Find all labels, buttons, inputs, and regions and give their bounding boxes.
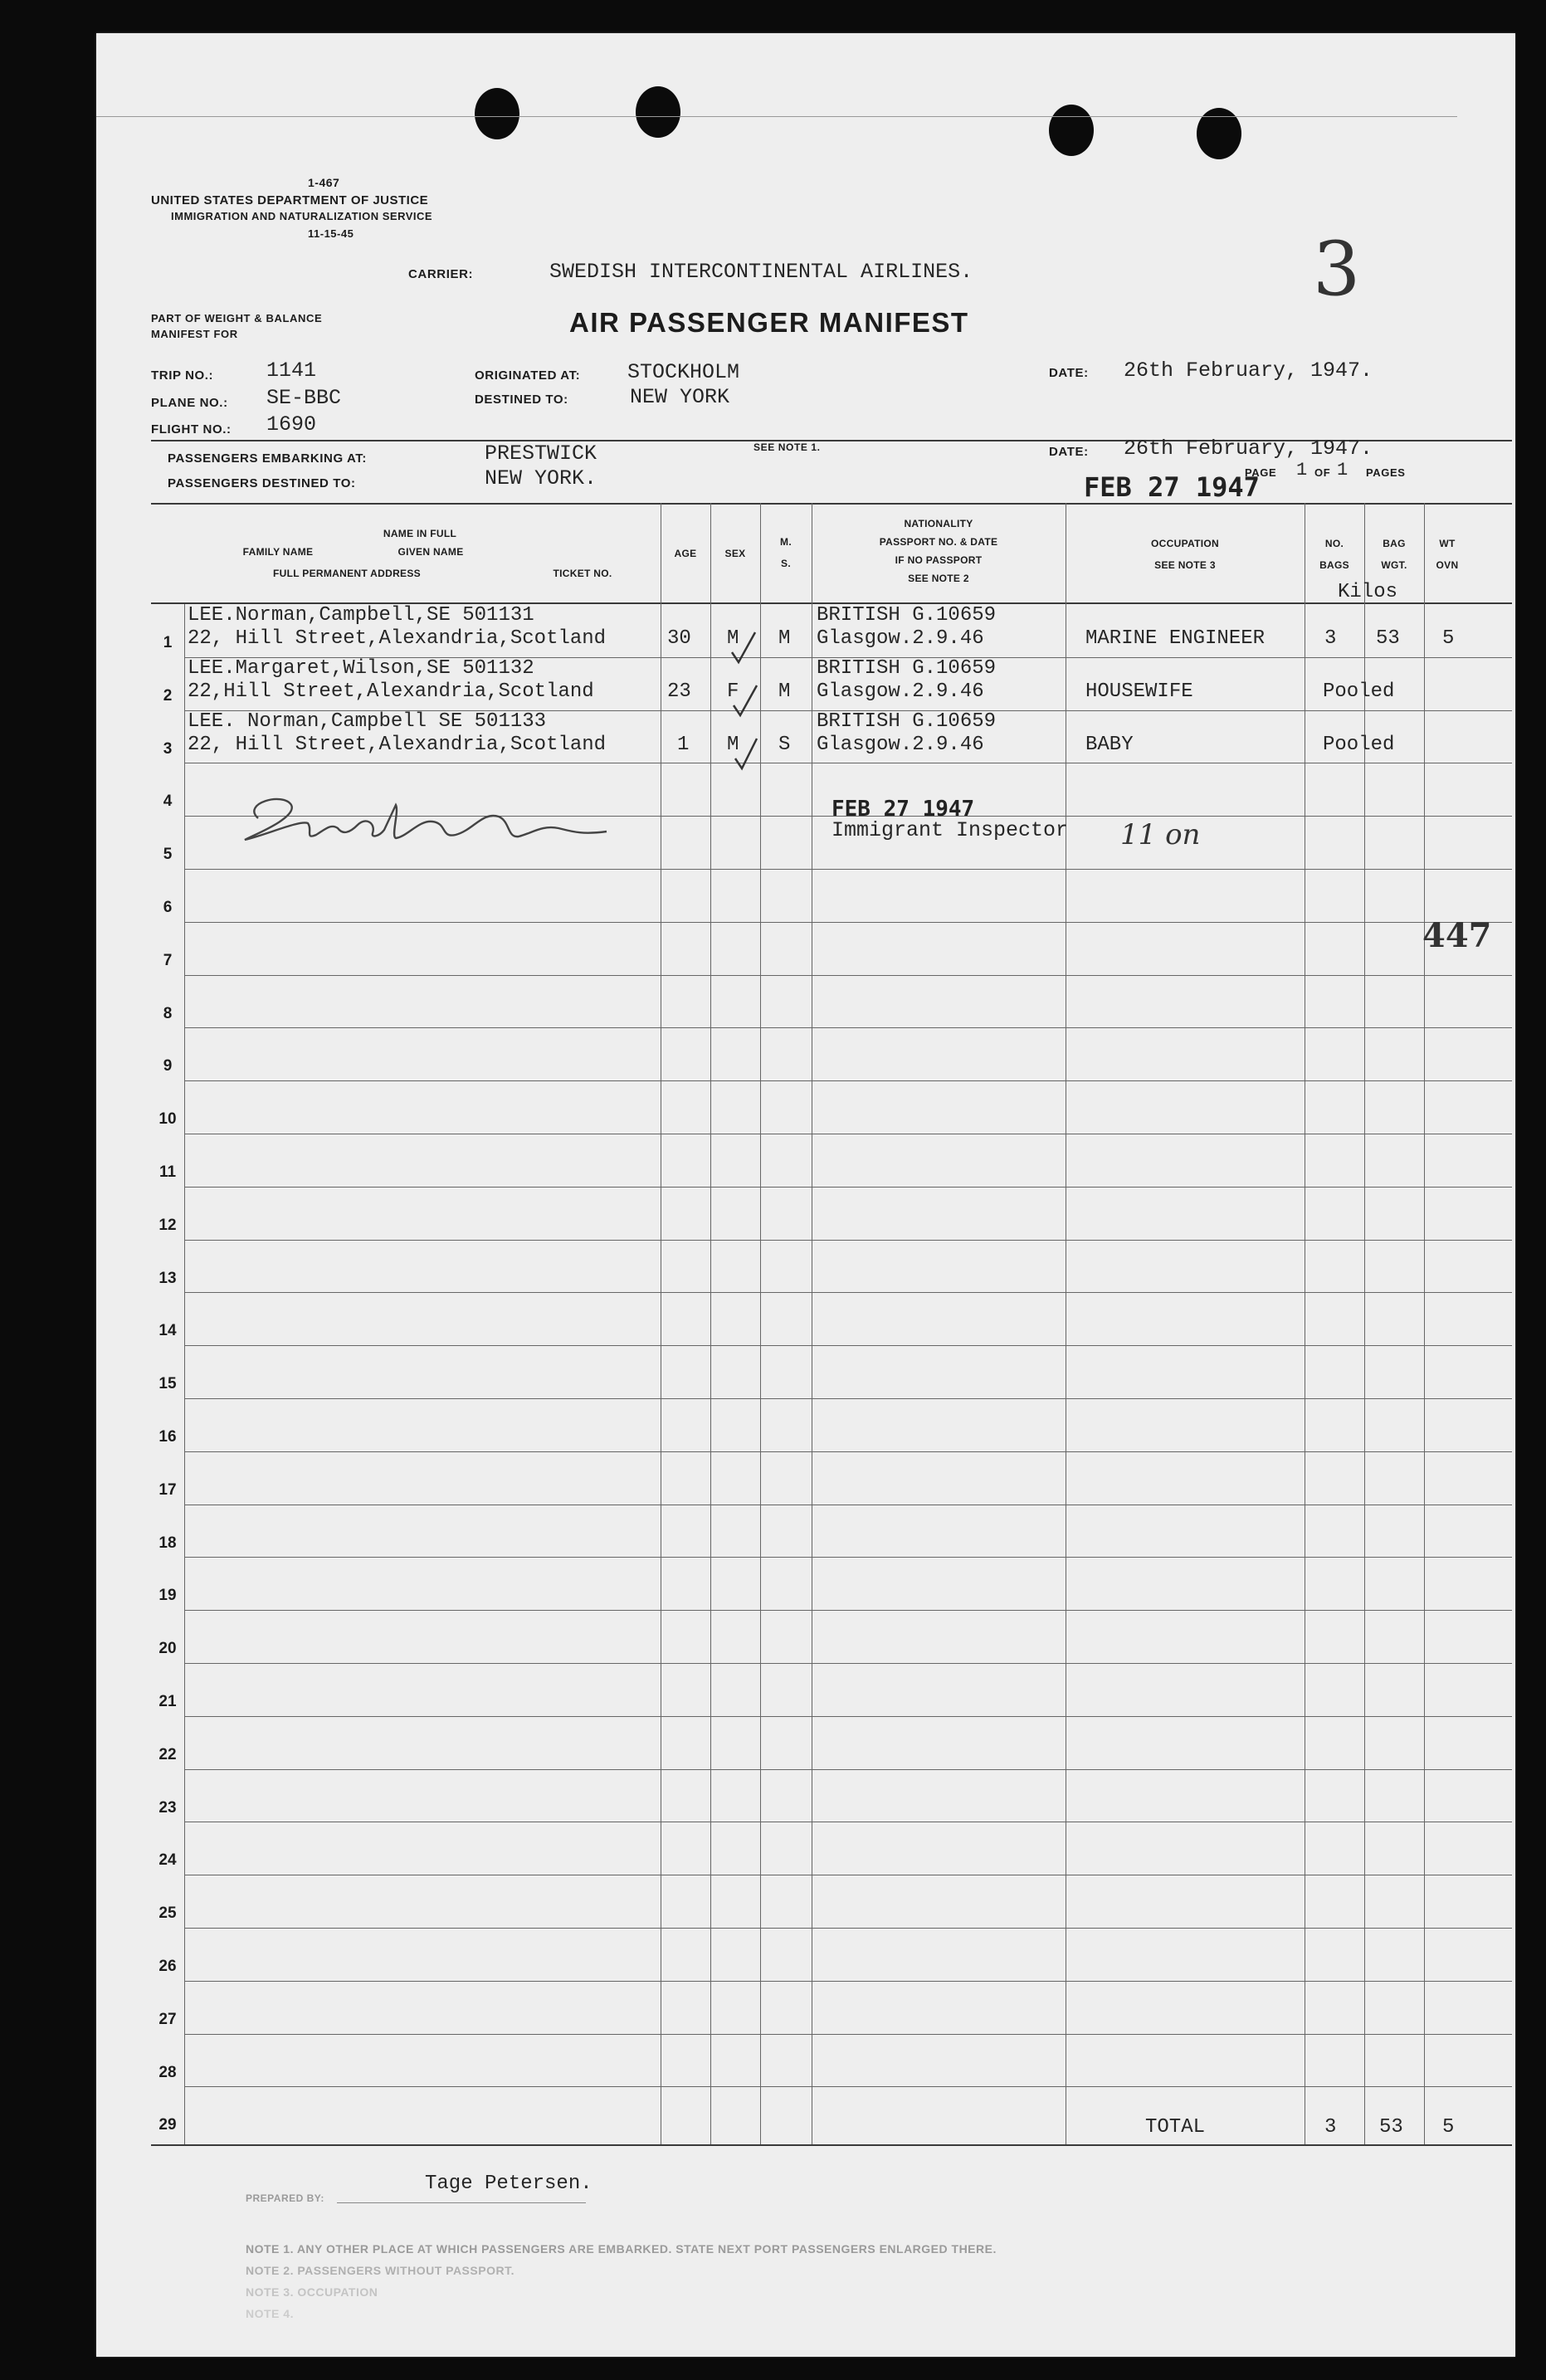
originated-value: STOCKHOLM: [627, 360, 740, 384]
row-line: [184, 1663, 1512, 1664]
col-header-family: FAMILY NAME: [242, 546, 314, 558]
col-header-no: NO.: [1324, 538, 1344, 549]
col-header-bag: BAG: [1383, 538, 1406, 549]
col-header-wt: WT: [1439, 538, 1456, 549]
row-line: [184, 975, 1512, 976]
date2-label: DATE:: [1049, 445, 1089, 459]
immigrant-inspector-stamp: Immigrant Inspector: [832, 818, 1069, 842]
total-label: TOTAL: [1145, 2116, 1206, 2139]
row-number: 27: [159, 2011, 177, 2028]
prepared-by-name: Tage Petersen.: [425, 2173, 593, 2195]
row-number: 16: [159, 1428, 177, 1446]
plane-label: PLANE NO.:: [151, 396, 228, 410]
row-line: [184, 1610, 1512, 1611]
total-pages: 1: [1337, 460, 1348, 480]
prepared-by-label: PREPARED BY:: [246, 2192, 324, 2204]
flight-value: 1690: [266, 412, 317, 436]
total-bags: 3: [1324, 2116, 1337, 2139]
row-number: 28: [159, 2064, 177, 2081]
passenger-name-ticket: LEE.Margaret,Wilson,SE 501132: [188, 657, 534, 680]
passenger-name-ticket: LEE.Norman,Campbell,SE 501131: [188, 604, 534, 627]
of-label: OF: [1314, 466, 1331, 479]
row-line: [184, 1557, 1512, 1558]
passenger-occupation: BABY: [1085, 734, 1134, 756]
row-number: 8: [163, 1005, 173, 1022]
page-label: PAGE: [1245, 466, 1277, 479]
note-4: NOTE 4.: [246, 2307, 294, 2320]
col-header-ovn: OVN: [1436, 559, 1459, 571]
note-2: NOTE 2. PASSENGERS WITHOUT PASSPORT.: [246, 2264, 515, 2277]
received-stamp: FEB 27 1947: [1084, 471, 1260, 503]
passenger-bag-weight: Pooled: [1323, 680, 1395, 703]
row-line: [184, 1292, 1512, 1293]
passenger-age: 23: [667, 680, 691, 703]
row-line: [184, 2086, 1512, 2087]
row-line: [184, 1398, 1512, 1399]
form-number: 1-467: [308, 176, 340, 189]
row-number: 6: [163, 899, 173, 916]
row6-number: 447: [1422, 916, 1492, 955]
passenger-address: 22, Hill Street,Alexandria,Scotland: [188, 734, 607, 756]
col-header-ms-m: M.: [780, 536, 792, 548]
passenger-table: [96, 33, 1515, 2357]
passenger-sex: F: [727, 680, 739, 703]
row-line: [184, 1928, 1512, 1929]
embarking-label: PASSENGERS EMBARKING AT:: [168, 451, 367, 466]
passenger-ms: S: [778, 734, 791, 756]
col-header-note2: SEE NOTE 2: [908, 573, 969, 584]
row-number: 23: [159, 1799, 177, 1817]
row-line: [184, 1345, 1512, 1346]
row-line: [184, 869, 1512, 870]
manifest-for-label: MANIFEST FOR: [151, 328, 238, 340]
col-header-occupation: OCCUPATION: [1151, 538, 1219, 549]
plane-value: SE-BBC: [266, 386, 342, 410]
service-name: IMMIGRATION AND NATURALIZATION SERVICE: [171, 210, 433, 222]
passenger-sex: M: [727, 734, 739, 756]
trip-label: TRIP NO.:: [151, 368, 214, 383]
total-wt: 5: [1442, 2116, 1455, 2139]
passenger-bag-weight: 53: [1376, 627, 1400, 650]
row-line: [184, 1716, 1512, 1717]
row-number: 22: [159, 1746, 177, 1763]
passenger-occupation: MARINE ENGINEER: [1085, 627, 1266, 650]
row-number: 1: [163, 634, 173, 651]
kilos-note: Kilos: [1338, 581, 1398, 603]
form-date: 11-15-45: [308, 227, 354, 240]
passenger-name-ticket: LEE. Norman,Campbell SE 501133: [188, 710, 547, 733]
passenger-passport-date: Glasgow.2.9.46: [817, 680, 984, 703]
row-number: 9: [163, 1057, 173, 1075]
passenger-passport-date: Glasgow.2.9.46: [817, 734, 984, 756]
row-number: 10: [159, 1110, 177, 1128]
part-of-label: PART OF WEIGHT & BALANCE: [151, 312, 323, 324]
col-header-passport: PASSPORT NO. & DATE: [879, 536, 998, 548]
passenger-nationality: BRITISH G.10659: [817, 604, 997, 627]
col-header-age: AGE: [674, 548, 697, 559]
row-line: [184, 1240, 1512, 1241]
flight-label: FLIGHT NO.:: [151, 422, 232, 436]
row-line: [184, 1187, 1512, 1188]
row-number: 5: [163, 846, 173, 863]
row-number: 18: [159, 1534, 177, 1552]
note-1: NOTE 1. ANY OTHER PLACE AT WHICH PASSENGERS ARE EMBARKED. STATE NEXT PORT PASSENGERS ENLARGED THERE.: [246, 2242, 997, 2256]
row-line: [184, 1080, 1512, 1081]
col-line: [710, 503, 711, 2144]
col-header-sex: SEX: [724, 548, 746, 559]
row-number: 13: [159, 1270, 177, 1287]
col-header-wgt: WGT.: [1381, 559, 1407, 571]
carrier-value: SWEDISH INTERCONTINENTAL AIRLINES.: [549, 260, 973, 284]
destined-pass-value: NEW YORK.: [485, 466, 597, 490]
destined-label: DESTINED TO:: [475, 393, 568, 407]
see-note-1: SEE NOTE 1.: [753, 441, 821, 453]
inspector-signature-icon: [233, 787, 623, 853]
row-number: 15: [159, 1375, 177, 1392]
passenger-address: 22,Hill Street,Alexandria,Scotland: [188, 680, 594, 703]
check-marks-icon: [727, 624, 777, 782]
passenger-bags: 3: [1324, 627, 1337, 650]
col-header-nationality: NATIONALITY: [904, 518, 973, 529]
originated-label: ORIGINATED AT:: [475, 368, 581, 383]
row-number: 2: [163, 687, 173, 705]
prepared-by-line: [337, 2202, 586, 2203]
row-line: [184, 922, 1512, 923]
passenger-address: 22, Hill Street,Alexandria,Scotland: [188, 627, 607, 650]
col-header-bags: BAGS: [1319, 559, 1349, 571]
passenger-occupation: HOUSEWIFE: [1085, 680, 1193, 703]
passenger-ms: M: [778, 627, 791, 650]
date-value: 26th February, 1947.: [1124, 358, 1373, 383]
row-number: 4: [163, 793, 173, 810]
destined-value: NEW YORK: [630, 385, 730, 409]
row-line: [184, 1769, 1512, 1770]
inspector-initials: 11 on: [1120, 818, 1201, 851]
row4-date-stamp: FEB 27 1947: [832, 797, 975, 822]
passenger-age: 30: [667, 627, 691, 650]
manifest-sheet: [96, 33, 1515, 2357]
row-number: 24: [159, 1851, 177, 1869]
col-header-address: FULL PERMANENT ADDRESS: [273, 568, 421, 579]
row-number: 3: [163, 740, 173, 758]
date-label: DATE:: [1049, 366, 1089, 380]
passenger-nationality: BRITISH G.10659: [817, 657, 997, 680]
row-number: 21: [159, 1693, 177, 1710]
col-header-name: NAME IN FULL: [383, 528, 457, 539]
department-name: UNITED STATES DEPARTMENT OF JUSTICE: [151, 193, 429, 207]
date2-value: 26th February, 1947.: [1124, 436, 1373, 461]
row-number: 14: [159, 1322, 177, 1339]
col-header-given: GIVEN NAME: [397, 546, 464, 558]
destined-pass-label: PASSENGERS DESTINED TO:: [168, 476, 356, 490]
passenger-wt: 5: [1442, 627, 1455, 650]
total-bag-weight: 53: [1379, 2116, 1403, 2139]
page-number: 1: [1296, 460, 1308, 480]
row-line: [184, 2034, 1512, 2035]
passenger-sex: M: [727, 627, 739, 650]
col-header-note3: SEE NOTE 3: [1154, 559, 1216, 571]
row-line: [184, 1027, 1512, 1028]
passenger-ms: M: [778, 680, 791, 703]
passenger-nationality: BRITISH G.10659: [817, 710, 997, 733]
carrier-label: CARRIER:: [408, 267, 474, 281]
col-header-ms-s: S.: [781, 558, 791, 569]
passenger-age: 1: [677, 734, 690, 756]
trip-value: 1141: [266, 358, 317, 383]
embarking-value: PRESTWICK: [485, 441, 597, 466]
table-top-rule: [151, 503, 1512, 505]
col-line: [184, 604, 185, 2144]
row-line: [184, 1451, 1512, 1452]
row-line: [184, 1981, 1512, 1982]
row-number: 17: [159, 1481, 177, 1499]
col-header-ticket: TICKET NO.: [553, 568, 612, 579]
passenger-passport-date: Glasgow.2.9.46: [817, 627, 984, 650]
row-number: 20: [159, 1640, 177, 1657]
row-number: 11: [159, 1163, 177, 1181]
page-title: AIR PASSENGER MANIFEST: [569, 307, 969, 338]
row-number: 12: [159, 1217, 177, 1234]
table-bottom-rule: [151, 2144, 1512, 2146]
row-number: 29: [159, 2116, 177, 2134]
row-number: 7: [163, 952, 173, 969]
passenger-bag-weight: Pooled: [1323, 734, 1395, 756]
note-3: NOTE 3. OCCUPATION: [246, 2285, 378, 2299]
row-number: 19: [159, 1587, 177, 1604]
row-number: 26: [159, 1958, 177, 1975]
col-header-no-passport: IF NO PASSPORT: [895, 554, 983, 566]
col-line: [1424, 503, 1425, 2144]
row-number: 25: [159, 1904, 177, 1922]
pages-label: PAGES: [1366, 466, 1406, 479]
sheet-mark: 3: [1313, 226, 1361, 313]
